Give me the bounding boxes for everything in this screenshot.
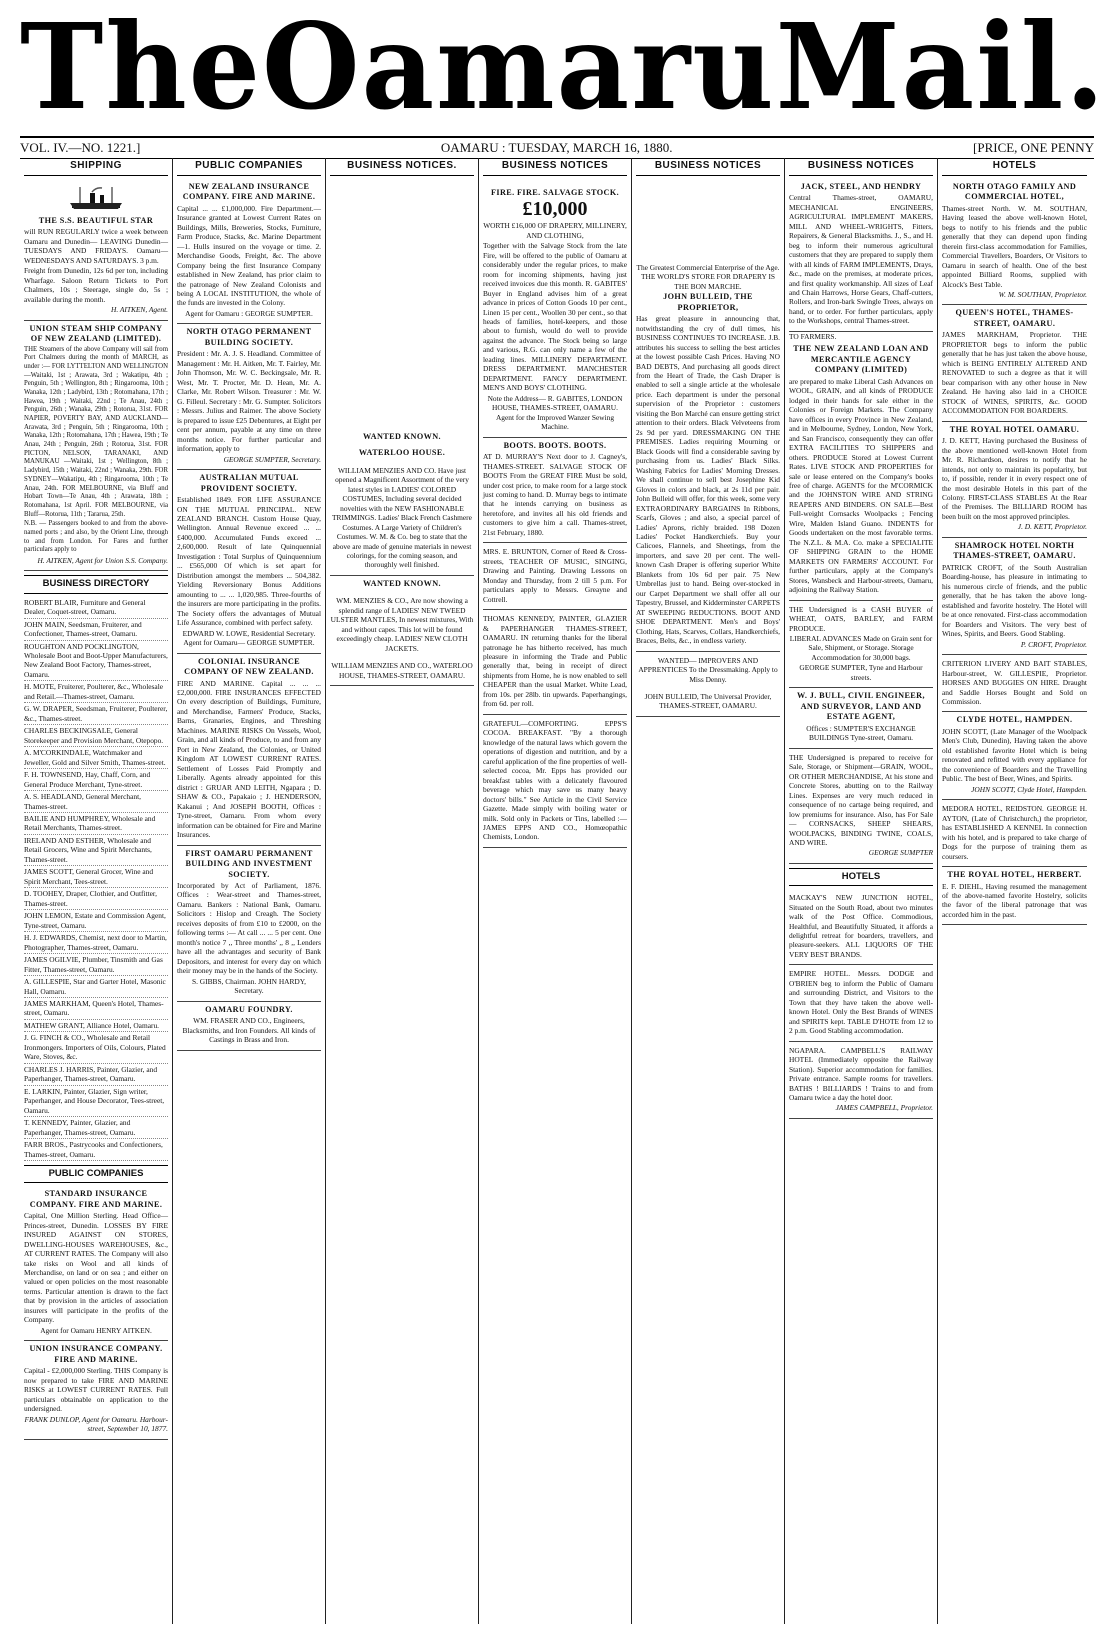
ad-royal-hotel-oamaru [942,422,1087,538]
directory-entry: F. H. TOWNSEND, Hay, Chaff, Corn, and General Produce Merchant, Tyne-street. [24,769,168,791]
column-heading: BUSINESS NOTICES [483,158,627,176]
dateline [20,136,1094,159]
ad-body: Offices : SUMPTER'S EXCHANGE BUILDINGS Tyne-street, Oamaru. [806,723,916,743]
directory-entry: CHARLES J. HARRIS, Painter, Glazier, and Paperhanger, Thames-street, Oamaru. [24,1064,168,1086]
directory-entry: A. S. HEADLAND, General Merchant, Thames-street. [24,791,168,813]
ad-gabites-salvage [483,179,627,438]
ad-jack-steel-hendry [789,179,933,332]
ad-cash-buyer [789,601,933,689]
ad-criterion-stables [942,655,1087,712]
ad-union-steam-ship [24,321,168,572]
ad-signature: Note the Address— R. GABITES, LONDON HOUSE, THAMES-STREET, OAMARU. Agent for the Improved Wanzer Sewing Machine. [487,393,623,432]
ad-campbell-railway-hotel [789,1042,933,1119]
directory-entry: JAMES OGILVIE, Plumber, Tinsmith and Gas Fitter, Thames-street, Oamaru. [24,954,168,976]
ad-sumpter-stores [789,749,933,864]
section-heading: BUSINESS DIRECTORY [24,575,168,593]
ad-signature: GEORGE SUMPTER, Secretary. [223,454,321,464]
ad-waterloo-house [330,429,474,576]
ad-title: CLYDE HOTEL, HAMPDEN. [956,715,1073,725]
ad-body: Incorporated by Act of Parliament, 1876. Offices : Wear-street and Thames-street, Oamaru. Bankers : National Bank, Oamaru. Solicitors : Hislop and Creagh. The Society receives deposits of from £10 to £2000, on the following terms :— At call ... ... 5 per cent. One month's notice 7 ,, Three months' ,, 8 ,, Lenders have all the advantages and security of Bank Depositors, and interest for every day on which their money may be in the hands of the Society. [177,881,321,976]
directory-entry: CHARLES BECKINGSALE, General Storekeeper and Provision Merchant, Otepopo. [24,725,168,747]
ad-title: UNION INSURANCE COMPANY. FIRE AND MARINE. [29,1344,163,1364]
ad-beautiful-star [24,179,168,321]
ad-menzies-mantles [330,576,474,686]
ad-title: WANTED KNOWN. [363,578,441,588]
price: [PRICE, ONE PENNY [973,140,1094,155]
ad-body: President : Mr. A. J. S. Headland. Committee of Management : Mr. H. Aitken, Mr. T. Fairley, Mr. John Thomson, Mr. W. C. Beckingsale, Mr. R. West, Mr. T. Procter, Mr. D. Hean, Mr. A. Clarke, Mr. Robert Wilson. Treasurer : Mr. W. G. Filleul. Secretary : Mr. G. Sumpter. Solicitors : Messrs. Julius and Raimer. The above Society is prepared to issue £25 Debentures, at Eight per cent per annum, payable at any time on three months notice. For further particular and information, apply to [177,349,321,454]
directory-entry: A. M'CORKINDALE, Watchmaker and Jeweller, Gold and Silver Smith, Thames-street. [24,747,168,769]
ad-north-otago-hotel [942,179,1087,306]
ad-body: will RUN REGULARLY twice a week between Oamaru and Dunedin— LEAVING Dunedin— TUESDAYS AND FRIDAYS. Oamaru— WEDNESDAYS AND SATURDAYS. 3 p.m. [24,227,168,265]
ad-signature: GEORGE SUMPTER [868,848,933,858]
masthead [20,0,1107,137]
ad-amp-society [177,470,321,654]
directory-entry: JOHN LEMON, Estate and Commission Agent, Tyne-street, Oamaru. [24,910,168,932]
ad-title: NEW ZEALAND INSURANCE COMPANY. FIRE AND MARINE. [182,181,316,202]
masthead-word-the: The [20,0,263,137]
ad-title: COLONIAL INSURANCE COMPANY OF NEW ZEALAND. [184,656,314,677]
ad-body: NGAPARA. CAMPBELL'S RAILWAY HOTEL (Immediately opposite the Railway Station). Superior accommodation for families. Private entrance. Sample rooms for travellers. BATHS ! BILLIARDS ! Trains to and from Oamaru twice a day the hotel door. [789,1045,933,1103]
directory-entry: IRELAND AND ESTHER, Wholesale and Retail Grocers, Wine and Spirit Merchants, Thames-street. [24,835,168,866]
ad-body: WM. MENZIES & CO., Are now showing a splendid range of LADIES' NEW TWEED ULSTER MANTLES, In newest mixtures, With and without capes. This lot will be found exceedingly cheap. LADIES' NEW CLOTH JACKETS. [330,596,474,653]
section-heading: PUBLIC COMPANIES [24,1165,168,1183]
ad-body: Capital ... ... £1,000,000. Fire Department.—Insurance granted at Lowest Current Rates on Buildings, Mills, Breweries, Stocks, Furniture, Farm Produce, Stacks, &c. Marine Department—1. Hulls insured on the voyage or time. 2. Merchandise Goods, Freight, &c. The above Company being the first Insurance Company established in New Zealand, has prior claim to the patronage of New Zealand Colonists and being A LOCAL INSTITUTION, the whole of the funds are invested in the Colony. [177,203,321,308]
directory-entry: D. TOOHEY, Draper, Clothier, and Outfitter, Thames-street. [24,888,168,910]
directory-entry: BAILIE AND HUMPHREY, Wholesale and Retail Merchants, Thames-street. [24,813,168,835]
ad-title: JACK, STEEL, AND HENDRY [800,181,922,191]
ad-first-oamaru-building [177,846,321,1002]
ad-title: BOOTS. BOOTS. BOOTS. [503,440,607,450]
ad-title: WANTED KNOWN. [363,431,441,441]
issue-date: OAMARU : TUESDAY, MARCH 16, 1880. [440,140,673,155]
column-heading: PUBLIC COMPANIES [177,158,321,176]
columns [20,158,1094,1624]
blank-space [330,179,474,429]
ad-title: UNION STEAM SHIP COMPANY OF NEW ZEALAND (LIMITED). [29,323,163,344]
ad-subtitle: WORTH £16,000 OF DRAPERY, MILLINERY, AND CLOTHING, [483,221,627,240]
ad-body: N.B. — Passengers booked to and from the above-named ports ; and also, by the Orient Line, through to and from London. For Fares and further particulars apply to [24,520,168,554]
ad-body: Capital - £2,000,000 Sterling. THIS Company is now prepared to take FIRE AND MARINE RISKS at LOWEST CURRENT RATES. Full particulars obtainable on application to the undersigned. [24,1366,168,1414]
masthead-word-mail: Mail. [775,0,1107,137]
ad-body: WANTED— IMPROVERS AND APPRENTICES To the Dressmaking. Apply to Miss Denny. [638,655,778,684]
ad-title: THE S.S. BEAUTIFUL STAR [38,215,154,225]
ad-title: OAMARU FOUNDRY. [205,1004,293,1014]
ad-signature: WILLIAM MENZIES AND CO., WATERLOO HOUSE, THAMES-STREET, OAMARU. [331,661,473,680]
ad-north-otago-building-society [177,324,321,470]
business-directory [24,597,168,1161]
ad-title: SHAMROCK HOTEL NORTH THAMES-STREET, OAMARU. [953,540,1076,561]
ad-title: JOHN BULLEID, THE PROPRIETOR, [663,292,753,312]
ad-body: JAMES MARKHAM, Proprietor. THE PROPRIETOR begs to inform the public generally that he has just taken the above house, which is BEING ENTIRELY ALTERED AND RENOVATED to such a degree as that it will bear comparison with any other house in New Zealand. He having also laid in a CHOICE STOCK of WINES, SPIRITS, &c. GOOD ACCOMMODATION FOR BOARDERS. [942,330,1087,416]
column-heading: BUSINESS NOTICES. [330,158,474,176]
ad-body: Has great pleasure in announcing that, notwithstanding the cry of dull times, his BUSINESS CONTINUES TO INCREASE. J.B. attributes his success to selling the best articles at the lowest possible Cash Prices. Having NO BAD DEBTS, And purchasing all goods direct from the Heart of Trade, the Cash Draper is enabled to sell a single article at the wholesale price. Each department is under the personal supervision of the Proprietor : customers visiting the Bon Marché can ensure getting strict attention to their orders. Black Velveteens from 2s 9d per yard. DRESSMAKING ON THE PREMISES. Ladies requiring Mourning or Black Goods will find a considerable saving by purchasing from us. Ladies' Black Silks. Washing Fabrics for Ladies' Morning Dresses. We shall continue to sell best Josephine Kid Gloves in colors and black, at 2s 11d per pair. John Bulleid will offer, for this week, some very EXTRAORDINARY BARGAINS In Ribbons, Scarfs, Gloves ; and also, a special parcel of Ladies' Aprons, richly braided. 198 Dozen Ladies' Pocket Handkerchiefs. Buy your Calicoes, Flannels, and Sheetings, from the importers, and save 20 per cent. The well-known Cash Draper is offering superior White Blankets from 10s 6d per pair. 75 New Umbrellas just to hand. Being over-stocked in our Carpet Department we shall offer all our Tapestry, Brussel, and Kidderminster CARPETS AT SWEEPING REDUCTIONS. BOOT AND SHOE DEPARTMENT. Men's and Boys' Clothing, Hats, Scarves, Collars, Handkerchiefs, Braces, Belts, &c., in endless variety. [636,314,780,646]
ad-bull-engineer [789,688,933,748]
volume-number: VOL. IV.—NO. 1221.] [20,140,141,155]
directory-entry: A. GILLESPIE, Star and Garter Hotel, Masonic Hall, Oamaru. [24,976,168,998]
notice-heading: TO FARMERS. [789,331,837,341]
ad-signature: P. CROFT, Proprietor. [1020,639,1087,649]
ad-body: J. D. KETT, Having purchased the Business of the above mentioned well-known Hotel from Mr. R. Richardson, desires to notify that he intends, not only to maintain its popularity, but to, if possible, render it in every respect one of the most desirable Hotels in this part of the Colony. FIRST-CLASS STABLES At the Rear of the Premises. The BILLIARD ROOM has been built on the most approved principles. [942,436,1087,521]
directory-entry: MATHEW GRANT, Alliance Hotel, Oamaru. [24,1020,168,1032]
ad-signature: FRANK DUNLOP, Agent for Oamaru. Harbour-street, September 10, 1877. [24,1414,168,1434]
masthead-word-oamaru: Oamaru [262,0,776,137]
ad-signature: H. AITKEN, Agent. [110,305,168,315]
ad-signature: Agent for Oamaru : GEORGE SUMPTER. [185,308,313,318]
ad-signature: EDWARD W. LOWE, Residential Secretary. Agent for Oamaru— GEORGE SUMPTER. [182,628,316,648]
ad-body: Freight from Dunedin, 12s 6d per ton, including Wharfage. Saloon Return Tickets to Port Chalmers, 10s ; Steerage, single do, 5s ; available during the month. [24,266,168,304]
column-business-notices-4 [785,158,938,1624]
directory-entry: J. G. FINCH & CO., Wholesale and Retail Ironmongers. Importers of Oils, Colours, Plated Ware, Stoves, &c. [24,1032,168,1063]
ad-title: FIRE. FIRE. SALVAGE STOCK. [490,187,620,197]
column-business-notices-1 [326,158,479,1624]
ad-body: MRS. E. BRUNTON, Corner of Reed & Cross-streets, TEACHER OF MUSIC, SINGING, Drawing and Painting. Drawing Lessons on Monday and Thursday, from 2 till 5 p.m. For particulars apply to Messrs. Greayne and Cottrell. [483,547,627,604]
ad-clyde-hotel [942,712,1087,800]
ad-body: MACKAY'S NEW JUNCTION HOTEL, Situated on the South Road, about two minutes walk of the Post Office. Commodious, Healthful, and Beautifully Situated, it affords a delightful retreat for boarders, travellers, and pleasure-seekers. ALL LIQUORS OF THE VERY BEST BRANDS. [789,893,933,959]
ad-body: Together with the Salvage Stock from the late Fire, will be offered to the public of Oamaru at considerably under the regular prices, to make room for incoming shipments, having just received invoices due this month. R. GABITES' Buyer in England advises him of a great advance in prices of Cotton Goods 10 per cent., Linen 15 per cent., Woollen 30 per cent., so that heads of families, hotel-keepers, and those about to furnish, would do well to provide against the advance. The Stock being so large and various, R.G. can only name a few of the leading lines. MILLINERY DEPARTMENT. DRESS DEPARTMENT. MANCHESTER DEPARTMENT. FANCY DEPARTMENT. MEN'S AND BOYS' CLOTHING. [483,241,627,393]
column-heading: SHIPPING [24,158,168,176]
ad-title: AUSTRALIAN MUTUAL PROVIDENT SOCIETY. [199,473,299,493]
column-business-notices-3 [632,158,785,1624]
directory-entry: T. KENNEDY, Painter, Glazier, and Paperhanger, Thames-street, Oamaru. [24,1117,168,1139]
ad-medora-hotel [942,800,1087,867]
ad-body: PATRICK CROFT, of the South Australian Boarding-house, has pleasure in intimating to his numerous circle of friends, and the public generally, that he has taken the above long-established and favorite hostelry. The Hotel will be at once renovated. First-class accommodation for Boarders and Visitors. The very best of Wines, Spirits, and Beers. Good Stabling. [942,562,1087,639]
directory-entry: H. MOTE, Fruiterer, Poulterer, &c., Wholesale and Retail.—Thames-street, Oamaru. [24,681,168,703]
ad-body: EMPIRE HOTEL. Messrs. DODGE and O'BRIEN beg to inform the Public of Oamaru and surrounding District, and Visitors to the Town that they have taken the above well-known Hotel. Only the Best Brands of WINES and SPIRITS kept. TABLE D'HOTE from 12 to 2 p.m. Good Stabling accommodation. [789,969,933,1036]
ad-kennedy-painter [483,610,627,715]
ad-body: FIRE AND MARINE. Capital ... ... ... £2,000,000. FIRE INSURANCES EFFECTED On every description of Buildings, Furniture, and Merchandise, Farmers' Produce, Stacks, Barns, Granaries, Engines, and Threshing Machines. MARINE RISKS On Vessels, Wool, Grain, and all kinds of Produce, to and from any Port in New Zealand, the Colonies, or United Kingdom AT LOWEST CURRENT RATES. Settlement of Losses Paid Promptly and Liberally. Agents already appointed for this district : GRUAR AND LEITH, Ngapara ; D. SHAW & CO., Papakaio ; J. HENDERSON, Kakanui ; And JOSEPH BOOTH, Offices : Tyne-street, Oamaru. From whom every information can be obtained for Fire and Marine Insurances. [177,678,321,840]
ad-body: Capital, One Million Sterling. Head Office—Princes-street, Dunedin. LOSSES BY FIRE INSURED AGAINST ON STORES, DWELLING-HOUSES WAREHOUSES, &c., AT CURRENT RATES. The Company will also take risks on Wool and all kinds of Merchandise, on land or on sea ; and either on valued or open policies on the most reasonable terms. Particular attention is drawn to the fact that by provision in the articles of association insurers will participate in the profits of the Company. [24,1211,168,1325]
ad-shamrock-hotel [942,538,1087,655]
ad-title: W. J. BULL, CIVIL ENGINEER, AND SURVEYOR, LAND AND ESTATE AGENT, [797,691,925,722]
ad-standard-insurance [24,1186,168,1341]
ad-title: STANDARD INSURANCE COMPANY. FIRE AND MARINE. [29,1189,163,1209]
section-heading: HOTELS [789,868,933,886]
ad-colonial-insurance [177,654,321,846]
ad-body: GRATEFUL—COMFORTING. EPPS'S COCOA. BREAKFAST. "By a thorough knowledge of the natural laws which govern the operations of digestion and nutrition, and by a careful application of the fine properties of well-selected cocoa, Mr. Epps has provided our breakfast tables with a delicately flavoured beverage which may save us many heavy doctors' bills." See Article in the Civil Service Gazette. Made simply with boiling water or milk. Sold only in Packets or Tins, labelled :— JAMES EPPS AND CO., Homœopathic Chemists, London. [483,718,627,842]
ad-signature: W. M. SOUTHAN, Proprietor. [998,290,1087,300]
column-heading: BUSINESS NOTICES [636,158,780,176]
ad-body: JOHN SCOTT, (Late Manager of the Woolpack Men's Club, Dunedin), Having taken the above old established favorite Hotel which is being renovated and refitted with every appliance for the convenience of Boarders and the Travelling Public. The best of Beer, Wines, and Spirits. [942,726,1087,784]
ad-murray-boots [483,438,627,544]
ad-body: MEDORA HOTEL, REIDSTON. GEORGE H. AYTON, (Late of Christchurch,) the proprietor, has ESTABLISHED A KENNEL In connection with his hotel, and is prepared to take charge of Dogs for the purpose of training them as coursers. [942,804,1087,861]
ad-body: THOMAS KENNEDY, PAINTER, GLAZIER & PAPERHANGER THAMES-STREET, OAMARU. IN returning thanks for the liberal patronage he has hitherto received, has much pleasure in informing the Trade and Public generally that, being in receipt of direct shipments from Home, he is now enabled to sell CHEAPER than the usual Market. White Lead, from 10s. per 28lb. tin upwards. Paperhangings, from 6d. per roll. [483,614,627,709]
ad-royal-hotel-herbert [942,867,1087,925]
ad-empire-hotel [789,965,933,1041]
ad-title: QUEEN'S HOTEL, THAMES-STREET, OAMARU. [955,308,1074,328]
directory-entry: FARR BROS., Pastrycooks and Confectioners, Thames-street, Oamaru. [24,1139,168,1161]
ad-title: NORTH OTAGO FAMILY AND COMMERCIAL HOTEL, [952,181,1077,202]
ad-signature: J. D. KETT, Proprietor. [1017,522,1087,532]
ad-body: Thames-street North. W. M. SOUTHAN, Having leased the above well-known Hotel, begs to notify to his friends and the public generally that they can depend upon finding therein first-class accommodation for Families, Commercial Travellers, Boarders, Or Visitors to Oamaru in search of health. One of the best appointed Billiard Rooms, supplied with Alcock's Best Table. [942,203,1087,289]
ad-signature: H. AITKEN, Agent for Union S.S. Company. [37,556,168,566]
ad-queens-hotel [942,305,1087,421]
ad-intro: The Greatest Commercial Enterprise of the Age. THE WORLD'S STORE FOR DRAPERY IS THE BON MARCHE. [636,262,780,291]
ad-body: THE Steamers of the above Company will sail from Port Chalmers during the month of MARCH, as under :— FOR LYTTELTON AND WELLINGTON —Waitaki, 1st ; Arawata, 3rd ; Wakatipu, 4th ; Penguin, 5th ; Wellington, 8th ; Ringarooma, 10th ; Wanaka, 12th ; Ladybird, 13th ; Rotomahana, 17th ; Hawea, 19th ; Waitaki, 22nd ; Te Anau, 24th ; Penguin, 26th ; Wanaka, 29th ; Rotorua, 31st. FOR NAPIER, POVERTY BAY, AND AUCKLAND—Arawata, 3rd ; Penguin, 5th ; Ringarooma, 10th ; Wanaka, 12th ; Rotomahana, 17th ; Hawea, 19th ; Te Anau, 24th ; Penguin, 26th ; Rotorua, 31st. FOR PICTON, NELSON, TARANAKI, AND MANUKAU —Waitaki, 1st ; Wellington, 8th ; Ladybird, 15th ; Waitaki, 22nd ; Wanaka, 29th. FOR SYDNEY—Wakatipu, 4th ; Ringarooma, 10th ; Te Anau, 24th. FOR MELBOURNE, via Bluff and Hobart Town—Te Anau, 4th ; Arawata, 18th ; Rotomahana, 1st April. FOR MELBOURNE, via Bluff—Rotorua, 11th ; Tararua, 25th. [24,345,168,518]
ad-signature: GEORGE SUMPTER, Tyne and Harbour streets. [799,663,923,682]
ad-title: THE ROYAL HOTEL, HERBERT. [947,870,1082,880]
column-business-notices-2 [479,158,632,1624]
ad-body: are prepared to make Liberal Cash Advances on WOOL, GRAIN, and all kinds of PRODUCE lodged in their hands for sale either in the Colonies or Foreign Markets. The Company have offices in every Province in New Zealand, and in Melbourne, Sydney, London, New York, and San Francisco, consequently they can offer EXTRA FACILITIES TO SHIPPERS and others. PRODUCE Stored at Lowest Current Rates. LIVE STOCK AND PROPERTIES for sale or lease entered on the Company's books free of charge. AGENTS for the M'CORMICK and the JOHNSTON WIRE AND STRING REAPERS AND BINDERS. ON SALE—Best Full-weight Cornsacks Woolpacks ; Fencing Wire, Malden Island Guano. INDENTS for Goods undertaken on the most favorable terms. The N.Z.L. & M.A. Co. make a SPECIALITE OF SHIPPING GRAIN to the HOME MARKETS ON FARMERS' ACCOUNT. For further particulars, apply at the Company's Stores, Wansbeck and Harbour-streets, Oamaru, adjoining the Railway Station. [789,376,933,595]
ad-title: NORTH OTAGO PERMANENT BUILDING SOCIETY. [186,327,312,347]
ad-headline-amount: £10,000 [522,198,588,221]
directory-entry: JAMES MARKHAM, Queen's Hotel, Thames-street, Oamaru. [24,998,168,1020]
ad-signature: JAMES CAMPBELL, Proprietor. [835,1103,933,1113]
directory-entry: E. LARKIN, Painter, Glazier, Sign writer, Paperhanger, and House Decorator, Tees-street, Oamaru. [24,1086,168,1117]
directory-entry: G. W. DRAPER, Seedsman, Fruiterer, Poulterer, &c., Thames-street. [24,703,168,725]
ad-nz-loan-mercantile [789,341,933,600]
ad-bon-marche [636,259,780,652]
ad-title: THE Undersigned is a CASH BUYER of WHEAT, OATS, BARLEY, and FARM PRODUCE. [789,604,933,633]
column-public-companies [173,158,326,1624]
blank-space [636,179,780,259]
ad-body: AT D. MURRAY'S Next door to J. Cagney's, THAMES-STREET. SALVAGE STOCK OF BOOTS From the GREAT FIRE Must be sold, under cost price, to make room for a large stock just coming to hand. D. Murray begs to intimate that he intends carrying on business as heretofore, and invites all his old friends and customers to give him a call. Thames-street, 21st February, 1880. [483,452,627,537]
directory-entry: H. J. EDWARDS, Chemist, next door to Martin, Photographer, Thames-street, Oamaru. [24,932,168,954]
ad-body: CRITERION LIVERY AND BAIT STABLES, Harbour-street, W. GILLESPIE, Proprietor. HORSES AND BUGGIES ON HIRE. Draught and Saddle Horses Bought and Sold on Commission. [942,659,1087,706]
ad-body: LIBERAL ADVANCES Made on Grain sent for Sale, Shipment, or Storage. Storage Accommodation for 30,000 bags. [789,634,933,662]
ad-title: FIRST OAMARU PERMANENT BUILDING AND INVESTMENT SOCIETY. [185,848,313,879]
steamship-icon [66,185,126,213]
ad-mackay-hotel [789,889,933,965]
ad-brunton-music [483,543,627,610]
ad-signature: JOHN BULLEID, The Universal Provider, THAMES-STREET, OAMARU. [644,692,772,711]
column-heading: BUSINESS NOTICES [789,158,933,176]
ad-wanted-apprentices [636,652,780,717]
ad-body: Established 1849. FOR LIFE ASSURANCE ON THE MUTUAL PRINCIPAL. NEW ZEALAND BRANCH. Custom House Quay, Wellington. Annual Revenue exceed ... ... £400,000. Accumulated Funds exceed ... 2,600,000. Result of late Quinquennial Investigation : Total Surplus of Quinquennium ... £565,000 Of which is set apart for Distribution amongst the members ... 504,382. Yielding Reversionary Bonus Additions amounting to ... ... 1,020,985. Three-fourths of the insurers are more participating in the profits. The Society offers the advantages of Mutual Life Assurance, combined with perfect safety. [177,495,321,628]
ad-epps-cocoa [483,715,627,848]
directory-entry: ROUGHTON AND POCKLINGTON, Wholesale Boot and Boot-Upper Manufacturers, New Zealand Boot Factory, Thames-street, Oamaru. [24,641,168,682]
ad-body: WM. FRASER AND CO., Engineers, Blacksmiths, and Iron Founders. All kinds of Castings in Brass and Iron. [182,1016,316,1045]
ad-title: THE NEW ZEALAND LOAN AND MERCANTILE AGENCY COMPANY (LIMITED) [793,344,929,375]
ad-signature: JOHN SCOTT, Clyde Hotel, Hampden. [971,784,1087,794]
ad-oamaru-foundry [177,1002,321,1051]
ad-signature: Agent for Oamaru HENRY AITKEN. [40,1325,152,1335]
ad-body: WILLIAM MENZIES AND CO. Have just opened a Magnificent Assortment of the very latest styles in LADIES' COLORED COSTUMES, Including several decided novelties with the NEW FASHIONABLE TRIMMINGS. Ladies' Black French Cashmere Costumes. A Large Variety of Children's Costumes. W. M. & Co. beg to state that the above are made of genuine materials in newest colorings, for the coming season, and thoroughly well finished. [332,465,472,570]
ad-title: THE ROYAL HOTEL OAMARU. [949,424,1080,434]
directory-entry: JOHN MAIN, Seedsman, Fruiterer, and Confectioner, Thames-street, Oamaru. [24,619,168,641]
directory-entry: ROBERT BLAIR, Furniture and General Dealer, Coquet-street, Oamaru. [24,597,168,619]
ad-subtitle: WATERLOO HOUSE. [358,448,446,458]
ad-nz-insurance [177,179,321,325]
ad-union-insurance [24,1341,168,1439]
directory-entry: JAMES SCOTT, General Grocer, Wine and Spirit Merchant, Tees-street. [24,866,168,888]
ad-body: Central Thames-street, OAMARU, MECHANICAL ENGINEERS, AGRICULTURAL IMPLEMENT MAKERS, MILL AND WHEEL-WRIGHTS, Fitters, Repairers, & General Blacksmiths. J., S., and H. beg to inform their numerous agricultural customers that they are prepared to supply them with all kinds of FARM IMPLEMENTS, Drays, &c., made on the premises, at moderate prices, and first quality workmanship. All sizes of Leaf and Chain Harrows, Horse Gears, Chaff-cutters, Rollers, and Iron-bark Swingle Trees, always on hand, or to order. For further particulars, apply to the Workshops, central Thames-street. [789,193,933,326]
ad-body: THE Undersigned is prepared to receive for Sale, Storage, or Shipment—GRAIN, WOOL, OR OTHER MERCHANDISE, At his stone and Concrete Stores, abutting on to the Railway Lines. Expenses are very much reduced in consequence of no cartage being required, and low premiums for insurance. Also, has For Sale— CORNSACKS, SHEEP SHEARS, WOOLPACKS, BINDING TWINE, COALS, AND WIRE. [789,752,933,848]
ad-signature: S. GIBBS, Chairman. JOHN HARDY, Secretary. [191,976,307,996]
column-shipping [20,158,173,1624]
ad-body: E. F. DIEHL, Having resumed the management of the above-named favorite Hostelry, solicits the favor of the liberal patronage that was accorded him in the past. [942,881,1087,919]
column-heading: HOTELS [942,158,1087,176]
column-hotels [938,158,1091,1624]
